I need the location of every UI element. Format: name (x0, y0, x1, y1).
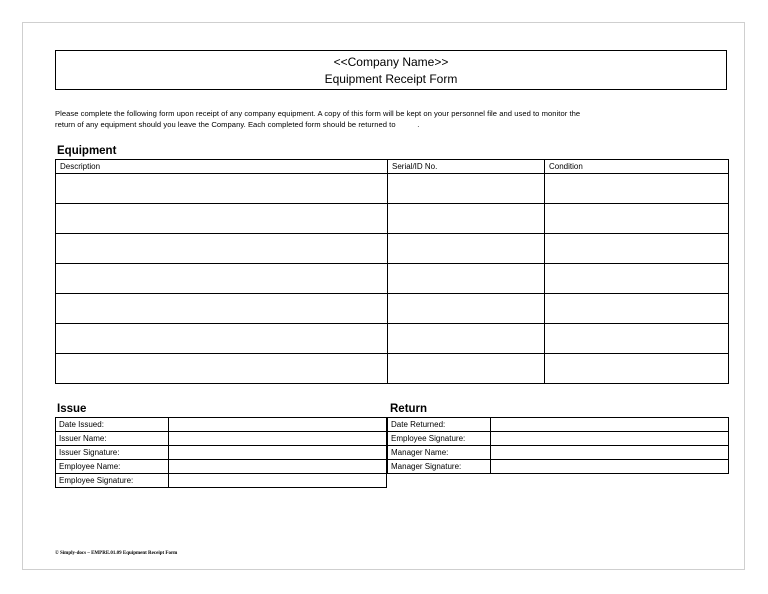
condition-cell[interactable] (545, 204, 729, 234)
serial-id-cell[interactable] (388, 204, 545, 234)
description-cell[interactable] (56, 264, 388, 294)
issue-field-value[interactable] (169, 460, 387, 474)
issue-field-value[interactable] (169, 446, 387, 460)
description-cell[interactable] (56, 294, 388, 324)
issue-field-label: Issuer Name: (56, 432, 169, 446)
issue-field-value[interactable] (169, 418, 387, 432)
serial-id-cell[interactable] (388, 294, 545, 324)
intro-line-1: Please complete the following form upon receipt of any company equipment. A copy of this form will be kept on your personnel file and used to monitor the (55, 109, 581, 118)
return-field-row (388, 446, 729, 460)
serial-id-cell[interactable] (388, 234, 545, 264)
issue-field-value[interactable] (169, 432, 387, 446)
issue-field-row (56, 418, 387, 432)
footer-copyright: © Simply-docs – EMPRE.01.09 Equipment Receipt Form (55, 551, 178, 556)
return-field-row (388, 460, 729, 474)
description-cell[interactable] (56, 174, 388, 204)
equipment-row (56, 204, 729, 234)
return-field-label: Manager Name: (388, 446, 491, 460)
issue-heading: Issue (57, 403, 87, 415)
serial-id-cell[interactable] (388, 264, 545, 294)
issue-field-label: Employee Name: (56, 460, 169, 474)
intro-text (55, 109, 745, 130)
condition-cell[interactable] (545, 234, 729, 264)
form-page (22, 22, 745, 570)
intro-line-2: return of any equipment should you leave the Company. Each completed form should be returned to . (55, 119, 420, 129)
description-cell[interactable] (56, 234, 388, 264)
col-description: Description (56, 160, 388, 174)
serial-id-cell[interactable] (388, 174, 545, 204)
return-field-row (388, 418, 729, 432)
issue-field-row (56, 474, 387, 488)
condition-cell[interactable] (545, 324, 729, 354)
col-serial-id: Serial/ID No. (388, 160, 545, 174)
issue-field-row (56, 446, 387, 460)
return-table (387, 417, 729, 474)
equipment-row (56, 234, 729, 264)
return-field-row (388, 432, 729, 446)
col-condition: Condition (545, 160, 729, 174)
equipment-row (56, 294, 729, 324)
return-field-label: Date Returned: (388, 418, 491, 432)
equipment-row (56, 324, 729, 354)
equipment-table (55, 159, 729, 384)
serial-id-cell[interactable] (388, 324, 545, 354)
condition-cell[interactable] (545, 264, 729, 294)
return-heading: Return (390, 403, 428, 415)
equipment-row (56, 264, 729, 294)
issue-field-row (56, 432, 387, 446)
description-cell[interactable] (56, 324, 388, 354)
equipment-header-row (56, 160, 729, 174)
return-field-value[interactable] (491, 460, 729, 474)
issue-table (55, 417, 387, 488)
issue-field-label: Date Issued: (56, 418, 169, 432)
description-cell[interactable] (56, 204, 388, 234)
title-box (55, 50, 727, 90)
description-cell[interactable] (56, 354, 388, 384)
issue-field-label: Employee Signature: (56, 474, 169, 488)
equipment-row (56, 354, 729, 384)
condition-cell[interactable] (545, 354, 729, 384)
form-title: Equipment Receipt Form (324, 72, 458, 86)
condition-cell[interactable] (545, 174, 729, 204)
equipment-heading: Equipment (57, 145, 117, 157)
return-field-value[interactable] (491, 432, 729, 446)
serial-id-cell[interactable] (388, 354, 545, 384)
issue-field-value[interactable] (169, 474, 387, 488)
return-field-label: Manager Signature: (388, 460, 491, 474)
condition-cell[interactable] (545, 294, 729, 324)
equipment-row (56, 174, 729, 204)
return-field-value[interactable] (491, 418, 729, 432)
return-field-label: Employee Signature: (388, 432, 491, 446)
return-field-value[interactable] (491, 446, 729, 460)
issue-field-row (56, 460, 387, 474)
company-name: <<Company Name>> (333, 55, 449, 69)
issue-field-label: Issuer Signature: (56, 446, 169, 460)
